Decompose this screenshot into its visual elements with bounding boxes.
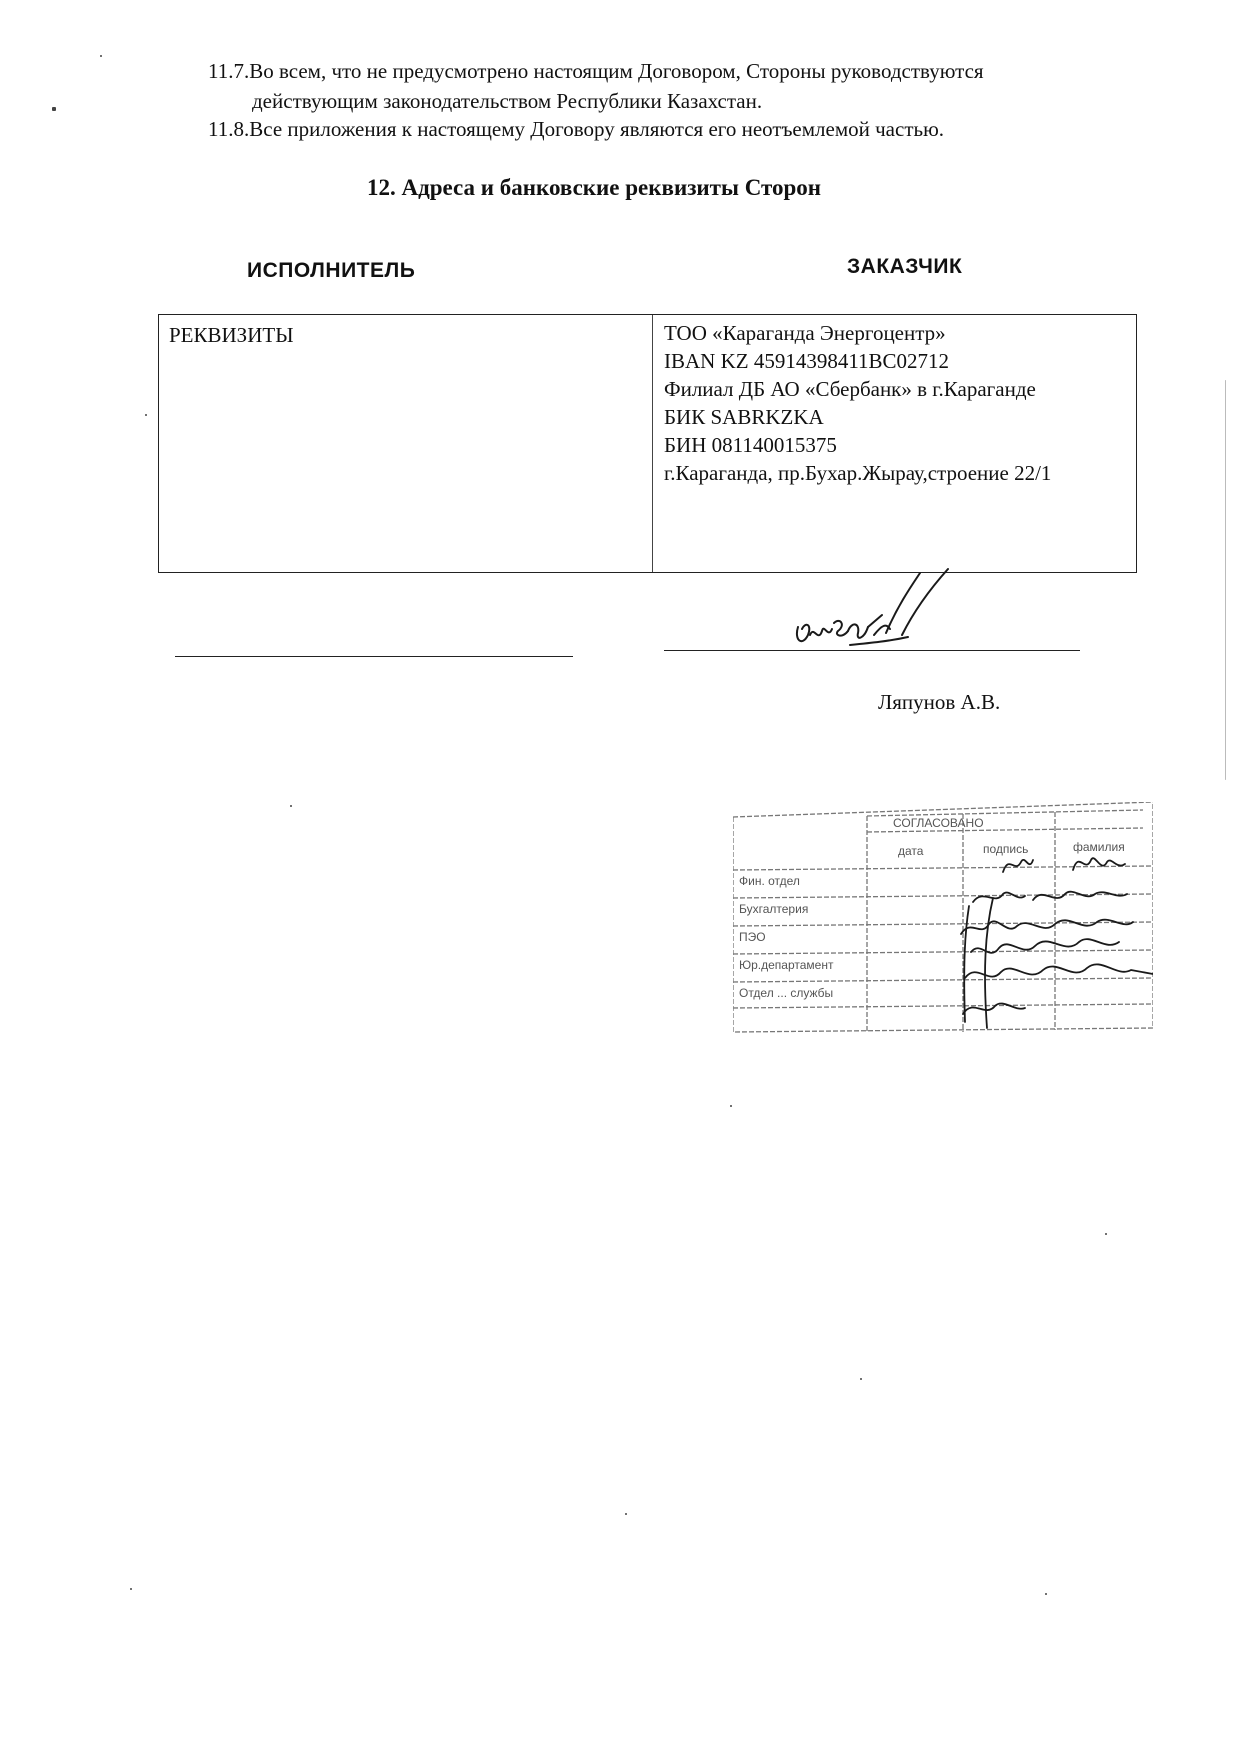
scan-speck [730, 1105, 732, 1107]
customer-signature [790, 565, 970, 660]
approval-signatures [733, 802, 1153, 1036]
clause-11-8 [208, 116, 944, 142]
scan-speck [100, 55, 102, 57]
scan-speck [1225, 380, 1226, 780]
stamp-row-service: Отдел ... службы [739, 986, 834, 1000]
scan-speck [1045, 1593, 1047, 1595]
clause-number: 11.8. [208, 117, 250, 141]
stamp-row-accounting: Бухгалтерия [739, 902, 809, 916]
stamp-row-peo: ПЭО [739, 930, 766, 944]
stamp-column-signature: подпись [983, 842, 1029, 856]
clause-11-7 [208, 58, 984, 84]
executor-heading: ИСПОЛНИТЕЛЬ [247, 259, 416, 282]
signatory-name: Ляпунов А.В. [878, 690, 1001, 714]
stamp-title: СОГЛАСОВАНО [893, 816, 984, 830]
stamp-row-legal: Юр.департамент [739, 958, 834, 972]
scan-speck [52, 107, 56, 111]
executor-details-label: РЕКВИЗИТЫ [169, 323, 294, 347]
customer-bank-branch: Филиал ДБ АО «Сбербанк» в г.Караганде [664, 377, 1036, 401]
scan-speck [860, 1378, 862, 1380]
scan-speck [1105, 1233, 1107, 1235]
clause-11-7-continued [252, 88, 762, 114]
scan-speck [130, 1588, 132, 1590]
clause-text: Все приложения к настоящему Договору являются его неотъемлемой частью. [249, 117, 945, 141]
customer-details [664, 319, 1051, 487]
customer-company-name: ТОО «Караганда Энергоцентр» [664, 321, 946, 345]
table-divider [652, 315, 653, 572]
bank-details-table [158, 314, 1137, 573]
approval-stamp [733, 802, 1153, 1036]
stamp-column-date: дата [898, 844, 924, 858]
customer-iban: IBAN KZ 45914398411BC02712 [664, 349, 950, 373]
customer-bin: БИН 081140015375 [664, 433, 837, 457]
customer-address: г.Караганда, пр.Бухар.Жырау,строение 22/1 [664, 461, 1052, 485]
customer-heading: ЗАКАЗЧИК [847, 255, 963, 278]
stamp-column-surname: фамилия [1073, 840, 1125, 854]
clause-text: действующим законодательством Республики Казахстан. [252, 89, 763, 113]
clause-number: 11.7. [208, 59, 250, 83]
scan-speck [625, 1513, 627, 1515]
scan-speck [145, 414, 147, 416]
customer-bik: БИК SABRKZKA [664, 405, 824, 429]
stamp-row-finance: Фин. отдел [739, 874, 800, 888]
clause-text: Во всем, что не предусмотрено настоящим Договором, Стороны руководствуются [249, 59, 984, 83]
executor-signature-line [175, 656, 573, 657]
section-title: 12. Адреса и банковские реквизиты Сторон [367, 175, 822, 200]
scan-speck [290, 805, 292, 807]
